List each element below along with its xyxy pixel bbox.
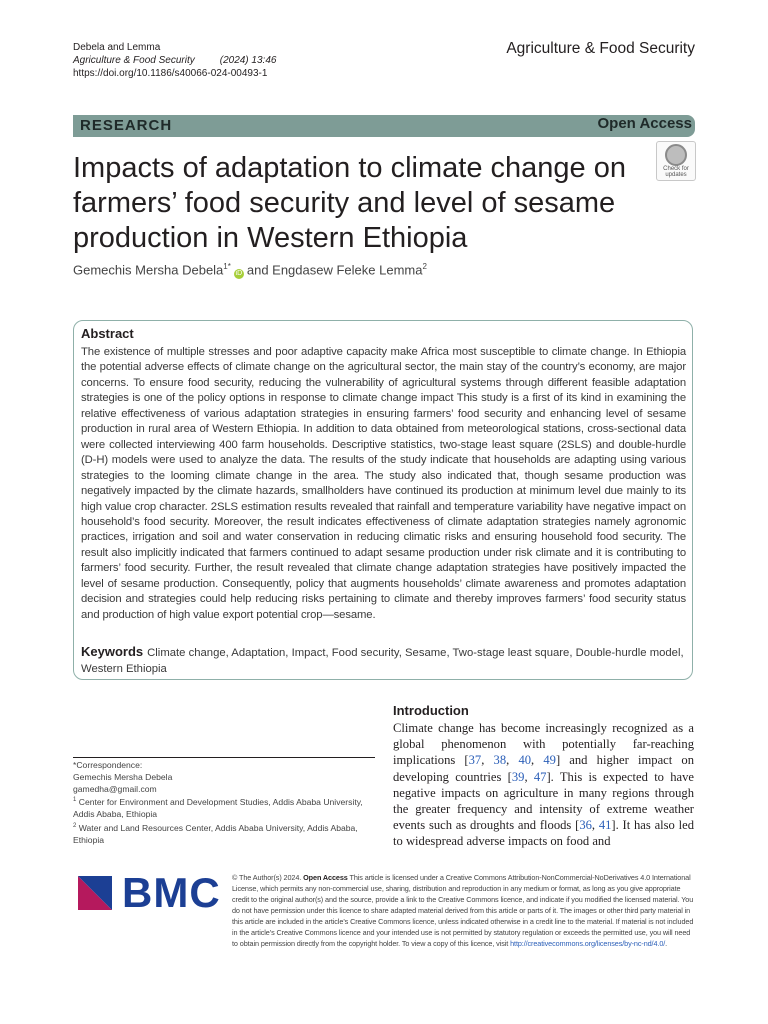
keywords-text: Climate change, Adaptation, Impact, Food security, Sesame, Two-stage least square, Double-hurdle model, Western Ethiopia <box>81 647 684 675</box>
citation-link[interactable]: 40 <box>518 753 532 768</box>
footnotes <box>73 760 375 846</box>
license-copyright: © The Author(s) 2024. <box>232 873 302 882</box>
header-volume: (2024) 13:46 <box>219 55 277 66</box>
license-text <box>232 872 694 949</box>
correspondence-email[interactable]: gamedha@gmail.com <box>73 783 157 794</box>
intro-sentence-2: and higher impact on developing countries <box>393 753 695 784</box>
affiliation-2-text: Water and Land Resources Center, Addis Ababa University, Addis Ababa, Ethiopia <box>73 822 358 845</box>
citation-link[interactable]: 41 <box>598 818 612 833</box>
affiliation-1 <box>73 795 375 820</box>
bookmark-icon <box>665 144 687 166</box>
introduction-text: Climate change has become increasingly recognized as a global phenomenon with potentially far-reaching implications [37, 38, 40, 49] and higher impact on developing countries [39, 47]. This is expected to have negative impacts on agriculture in many regions through the greater frequency and intensity of extreme weather events such as droughts and floods [36, 41]. It has also led to widespread adverse impacts on food and <box>393 721 695 849</box>
orcid-icon[interactable]: iD <box>235 270 243 278</box>
header-journal-short: Agriculture & Food Security <box>73 55 195 66</box>
abstract-heading: Abstract <box>81 326 134 341</box>
citation-link[interactable]: 38 <box>493 753 507 768</box>
license-open-access: Open Access <box>303 873 348 882</box>
affiliation-2-number: 2 <box>73 822 77 829</box>
header-authors: Debela and Lemma <box>73 42 161 53</box>
updates-line1: Check for <box>663 166 689 172</box>
license-link[interactable]: http://creativecommons.org/licenses/by-nc-nd/4.0/ <box>510 939 666 949</box>
bmc-logo-text: BMC <box>122 869 221 916</box>
citation-link[interactable]: 39 <box>511 769 525 784</box>
citation-link[interactable]: 37 <box>468 753 482 768</box>
open-access-label: Open Access <box>597 115 692 132</box>
citation-link[interactable]: 47 <box>533 769 547 784</box>
article-type-label: RESEARCH <box>80 117 173 134</box>
abstract-text: The existence of multiple stresses and poor adaptive capacity make Africa most susceptible to climate change. In Ethiopia the potential adverse effects of climate change on the agricultural sector, the main stay of the country’s economy, are major concerns. To ensure food security, reducing the vulnerability of agricultural systems through different feasible adaptation strategies is one of the policy options in response to climate change impact This study is a first of its kind in examining the relative effectiveness of various adaptation strategies in ensuring farmers’ food security and enhancing level of sesame production in rural area of Western Ethiopia. In addition to data obtained from meteorological stations, cross-sectional data were collected interviewing 400 farm households. Descriptive statistics, two-stage least square (2SLS) and double-hurdle (D-H) models were used to analyze the data. The results of the study indicate that households are adapting using various strategies to the looming climate change in the area. The study also indicated that, though sesame production was negatively impacted by the climate hazards, smallholders have continued its production at minimum level due mainly to its high value crop character. 2SLS estimation results revealed that rainfall and temperature variability have negative impact on household’s food security. Moreover, the result indicates effectiveness of climate adaptation strategies namely agronomic practices, irrigation and soil and water conservation in reducing climatic risks and ensuring household food security. The result also implicitly indicated that farmers continued to adapt sesame production under risk climate and it is contributing to farmers’ food security. Further, the result revealed that climate change adaptation strategies have positively impacted the level of sesame production. Consequently, policy that augments households’ climate awareness and promotes adaptation decision and strategies could help reducing risks pertaining to climate and thereby improves farmers’ food security status and production of high value export potential crop—sesame. <box>81 346 686 621</box>
footnote-divider <box>73 757 375 758</box>
author-2-affiliation: 2 <box>422 262 427 271</box>
intro-sentence-3: This is expected to have negative impacts on agriculture in many regions through the greater frequency and intensity of extreme weather events such as droughts and floods <box>393 769 695 833</box>
license-body: This article is licensed under a Creative Commons Attribution-NonCommercial-NoDerivatives 4.0 International License, which permits any non-commercial use, sharing, distribution and reproduction in any medium or format, as long as you give appropriate credit to the original author(s) and the source, provide a link to the Creative Commons licence, and indicate if you modified the licensed material. You do not have permission under this licence to share adapted material derived from this article or parts of it. The images or other third party material in this article are included in the article’s Creative Commons licence, unless indicated otherwise in a credit line to the material. If material is not included in the article’s Creative Commons licence and your intended use is not permitted by statutory regulation or exceeds the permitted use, you will need to obtain permission directly from the copyright holder. To view a copy of this licence, visit <box>232 873 694 949</box>
article-title: Impacts of adaptation to climate change on farmers’ food security and level of sesame production in Western Ethiopia <box>73 152 626 254</box>
running-header <box>73 41 276 80</box>
updates-line2: updates <box>665 172 687 178</box>
author-1[interactable]: Gemechis Mersha Debela <box>73 262 224 278</box>
check-for-updates-button[interactable] <box>656 141 696 181</box>
journal-name: Agriculture & Food Security <box>506 40 695 57</box>
header-doi[interactable]: https://doi.org/10.1186/s40066-024-00493-1 <box>73 68 268 79</box>
author-2[interactable]: and Engdasew Feleke Lemma <box>246 262 423 278</box>
affiliation-1-text: Center for Environment and Development Studies, Addis Ababa University, Addis Ababa, Ethiopia <box>73 797 363 820</box>
correspondence-label: *Correspondence: <box>73 760 143 770</box>
intro-sentence-4: It has also led to widespread adverse impacts on food and <box>393 818 695 849</box>
intro-sentence-1: Climate change has become increasingly recognized as a global phenomenon with potentially far-reaching implications <box>393 721 694 768</box>
affiliation-2 <box>73 821 375 846</box>
author-1-affiliation: 1* <box>223 262 231 271</box>
keywords-heading: Keywords <box>81 644 144 659</box>
bmc-logo-icon <box>78 876 112 910</box>
citation-link[interactable]: 36 <box>579 818 592 833</box>
citation-link[interactable]: 49 <box>543 753 556 768</box>
correspondence-name: Gemechis Mersha Debela <box>73 771 173 782</box>
affiliation-1-number: 1 <box>73 797 77 804</box>
license-end: . <box>665 939 668 949</box>
introduction-heading: Introduction <box>393 703 469 718</box>
author-list <box>73 262 427 279</box>
keywords <box>81 644 686 677</box>
